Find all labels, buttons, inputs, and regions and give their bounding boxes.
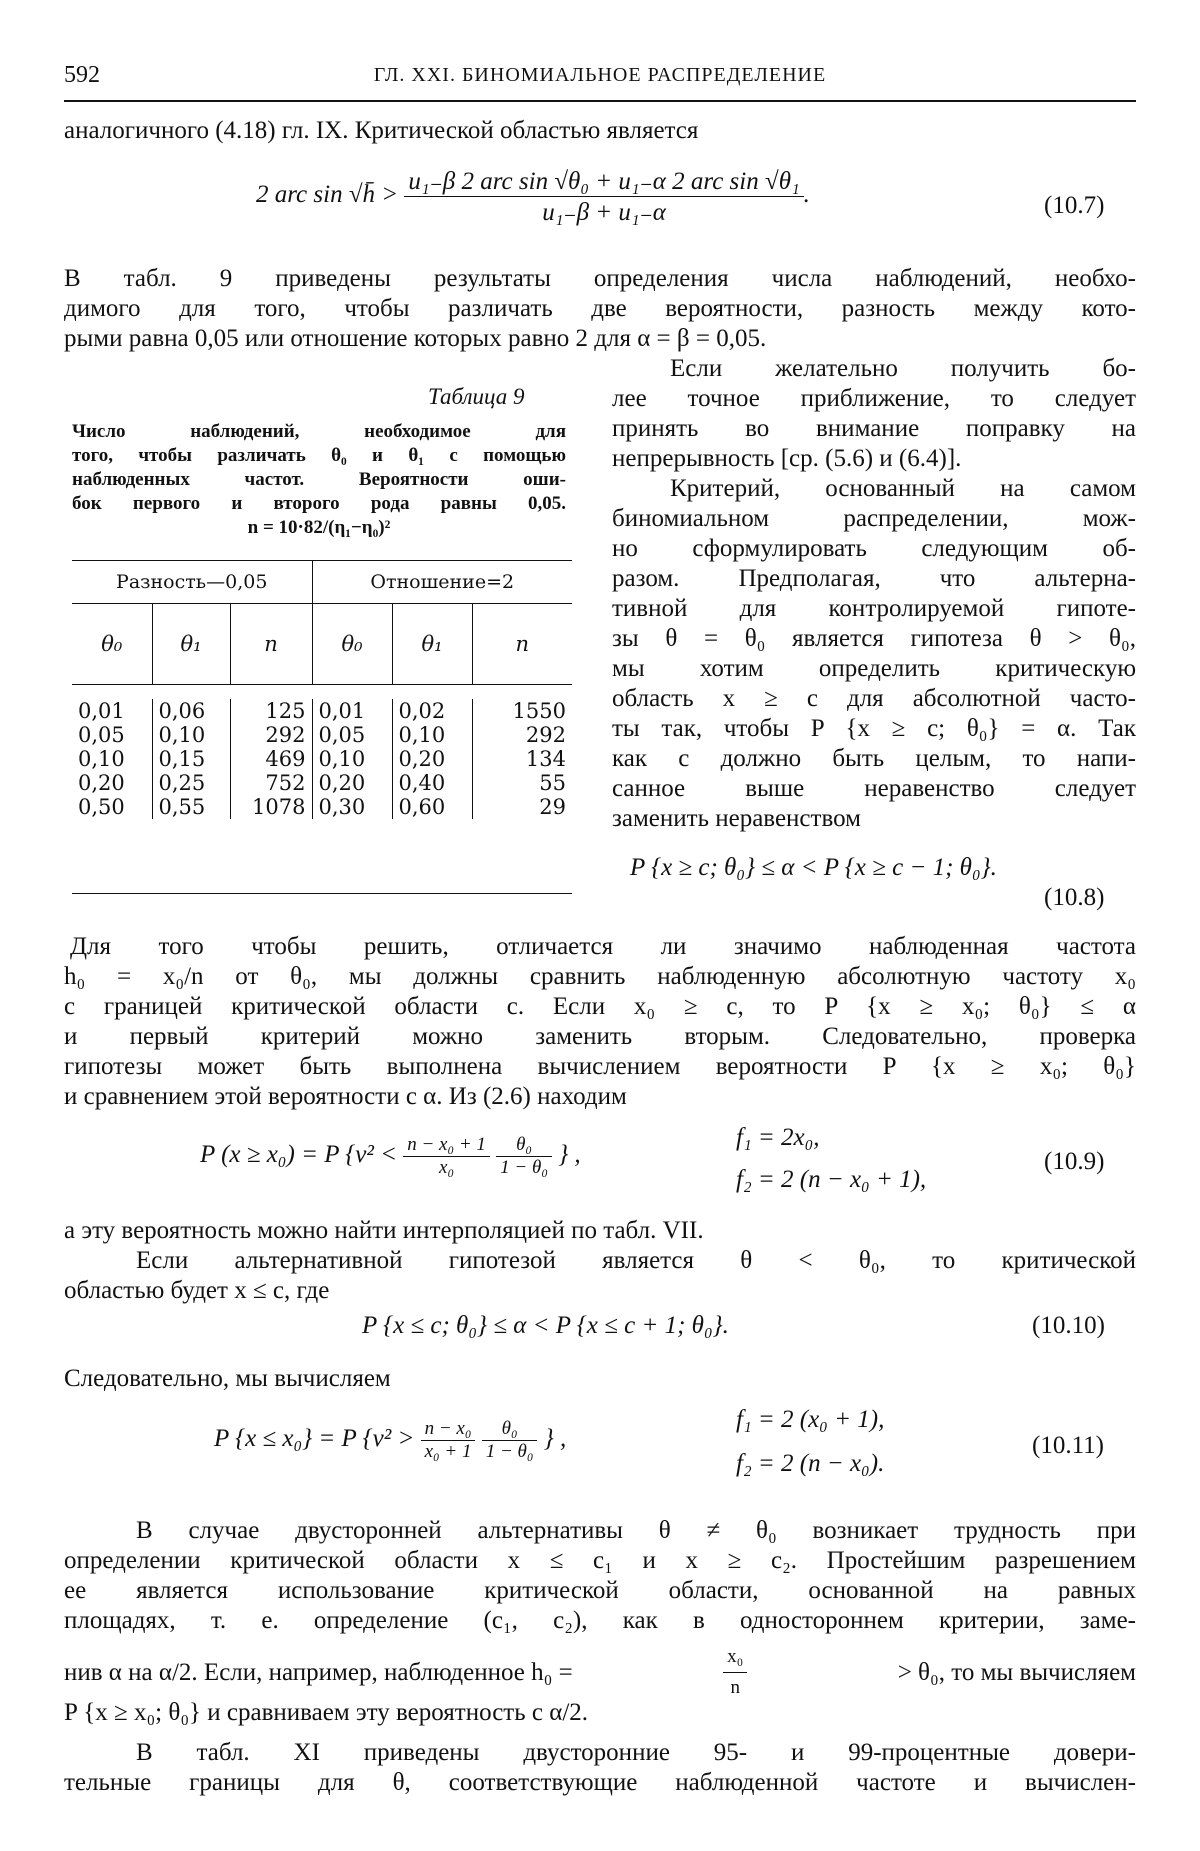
caption-line: того, чтобы различать θ₀ и θ₁ с помощью xyxy=(72,445,566,466)
text-line: ее является использование критической области, основанной на равных xyxy=(64,1577,1136,1604)
fraction-denominator: n xyxy=(730,1677,740,1698)
text-line: и сравнением этой вероятности с α. Из (2.6) находим xyxy=(64,1083,627,1110)
fraction-numerator: θ₀ xyxy=(482,1418,538,1441)
column-header: θ₁ xyxy=(152,604,230,685)
table-cell: 0,10 xyxy=(392,723,472,747)
fraction-numerator: n − x₀ xyxy=(421,1418,476,1441)
table-cell: 0,30 xyxy=(312,795,392,819)
table-cell: 1078 xyxy=(230,795,312,819)
table-cell: 0,10 xyxy=(78,747,125,771)
caption-line: Число наблюдений, необходимое для xyxy=(72,421,566,442)
text-line: гипотезы может быть выполнена вычислением вероятности P {x ≥ x₀; θ₀} xyxy=(64,1053,1136,1080)
table-cell: 0,40 xyxy=(392,771,472,795)
eq-10-11-lhs: P {x ≤ x₀} = P {v² > xyxy=(214,1425,415,1453)
paragraph-two-sided-end: P {x ≥ x₀; θ₀} и сравниваем эту вероятность с α/2. xyxy=(64,1699,589,1726)
table-row xyxy=(72,747,572,771)
table-label: Таблица 9 xyxy=(428,384,525,409)
table-cell: 469 xyxy=(230,747,312,771)
table-cell: 29 xyxy=(472,795,572,819)
intro-line: аналогичного (4.18) гл. IX. Критической областью является xyxy=(64,117,699,144)
eq-10-11-close: } , xyxy=(543,1425,567,1453)
text-line: но сформулировать следующим об- xyxy=(612,535,1136,562)
paragraph-compute: Следовательно, мы вычисляем xyxy=(64,1365,391,1392)
text-line: рыми равна 0,05 или отношение которых равно 2 для α = β = 0,05. xyxy=(64,325,767,352)
eq-10-9-close: } , xyxy=(558,1141,581,1169)
text-line: h₀ = x₀/n от θ₀, мы должны сравнить наблюденную абсолютную частоту x₀ xyxy=(64,963,1136,990)
eq-10-9-fraction-1 xyxy=(403,1134,490,1179)
caption-formula: n = 10·82/(η₁−η₀)² xyxy=(247,517,391,538)
column-header: n xyxy=(230,604,312,685)
text-line: Для того чтобы решить, отличается ли значимо наблюденная частота xyxy=(70,933,1136,960)
table-cell: 125 xyxy=(230,699,312,723)
eq-10-7-fraction xyxy=(404,166,803,227)
text-line: В табл. 9 приведены результаты определения числа наблюдений, необхо- xyxy=(64,265,1136,292)
text-fragment: нив α на α/2. Если, например, наблюденное h₀ = xyxy=(64,1658,573,1686)
text-line: как c должно быть целым, то напи- xyxy=(612,745,1136,772)
text-line: димого для того, чтобы различать две вероятности, разность между кото- xyxy=(64,295,1136,322)
fraction-denominator: x₀ xyxy=(439,1157,455,1178)
text-line: В случае двусторонней альтернативы θ ≠ θ₀ возникает трудность при xyxy=(136,1517,1136,1544)
table-cell: 0,15 xyxy=(152,747,230,771)
table-cell: 0,05 xyxy=(312,723,392,747)
table-9 xyxy=(72,560,572,894)
table-caption xyxy=(72,420,566,540)
eq-10-7-lhs: 2 arc sin √h̄ > xyxy=(256,181,399,209)
equation-10-9 xyxy=(200,1134,581,1179)
table-row xyxy=(72,723,572,747)
column-header: n xyxy=(472,604,572,685)
table-cell: 0,60 xyxy=(392,795,472,819)
text-line: лее точное приближение, то следует xyxy=(612,385,1136,412)
equation-10-10: P {x ≤ c; θ₀} ≤ α < P {x ≤ c + 1; θ₀}. xyxy=(362,1312,729,1339)
fraction-numerator: θ₀ xyxy=(496,1134,552,1157)
right-column-text xyxy=(612,354,1136,834)
text-line: Критерий, основанный на самом xyxy=(670,475,1136,502)
caption-line: наблюденных частот. Вероятности оши- xyxy=(72,469,566,490)
paragraph-last xyxy=(64,1738,1136,1798)
eq-10-11-fraction-2 xyxy=(482,1418,538,1463)
eq-10-11-fraction-1 xyxy=(421,1418,476,1463)
text-line: областью будет x ≤ c, где xyxy=(64,1277,330,1304)
table-cell: 0,10 xyxy=(312,747,392,771)
table-cell: 1550 xyxy=(472,699,572,723)
equation-10-7: 2 arc sin √h̄ > $\frac{\text{u₁₋β 2 arc sin √θ₀ + u₁₋α 2 arc sin √θ₁}}{\text{u₁₋β + u₁₋α}}$ . xyxy=(256,168,810,226)
page-number: 592 xyxy=(64,62,100,88)
text-fragment: > θ₀, то мы вычисляем xyxy=(897,1658,1136,1686)
equation-number-10-10: (10.10) xyxy=(1032,1312,1105,1339)
text-line-with-fraction xyxy=(64,1642,1136,1703)
text-line: область x ≥ c для абсолютной часто- xyxy=(612,685,1136,712)
text-line: площадях, т. е. определение (c₁, c₂), как в одностороннем критерии, заме- xyxy=(64,1607,1136,1634)
fraction-denominator: 1 − θ₀ xyxy=(485,1441,534,1462)
text-line: с границей критической области c. Если x₀ ≥ c, то P {x ≥ x₀; θ₀} ≤ α xyxy=(64,993,1136,1020)
text-line: зы θ = θ₀ является гипотеза θ > θ₀, xyxy=(612,625,1136,652)
fraction-numerator: x₀ xyxy=(723,1642,747,1673)
table-cell: 0,10 xyxy=(152,723,230,747)
table-cell: 0,20 xyxy=(392,747,472,771)
table-cell: 0,05 xyxy=(78,723,125,747)
fraction-denominator: x₀ + 1 xyxy=(424,1441,472,1462)
text-line: разом. Предполагая, что альтерна- xyxy=(612,565,1136,592)
text-line: биномиальном распределении, мож- xyxy=(612,505,1136,532)
fraction-denominator: 1 − θ₀ xyxy=(500,1157,548,1178)
eq-10-9-df2: f₂ = 2 (n − x₀ + 1), xyxy=(736,1166,927,1193)
table-cell: 134 xyxy=(472,747,572,771)
eq-10-11-df1: f₁ = 2 (x₀ + 1), xyxy=(736,1406,885,1433)
paragraph-test xyxy=(64,932,1136,1112)
text-line: непрерывность [ср. (5.6) и (6.4)]. xyxy=(612,445,962,472)
equation-number-10-8: (10.8) xyxy=(1044,884,1105,911)
text-line: В табл. XI приведены двусторонние 95- и 99-процентные довери- xyxy=(136,1739,1136,1766)
inline-fraction xyxy=(723,1642,747,1703)
text-line: принять во внимание поправку на xyxy=(612,415,1136,442)
text-line: санное выше неравенство следует xyxy=(612,775,1136,802)
equation-number-10-7: (10.7) xyxy=(1044,192,1105,219)
table-cell: 0,01 xyxy=(78,699,125,723)
text-line: заменить неравенством xyxy=(612,805,861,832)
table-row xyxy=(72,795,572,819)
table-cell: 0,25 xyxy=(152,771,230,795)
text-line: Если альтернативной гипотезой является θ < θ₀, то критической xyxy=(136,1247,1136,1274)
table-row xyxy=(72,699,572,723)
paragraph-interp: а эту вероятность можно найти интерполяцией по табл. VII. xyxy=(64,1217,704,1244)
paragraph-alternative xyxy=(64,1246,1136,1306)
paragraph-two-sided xyxy=(64,1516,1136,1636)
eq-10-9-fraction-2 xyxy=(496,1134,552,1179)
group-header-difference: Разность—0,05 xyxy=(72,561,312,604)
table-cell: 752 xyxy=(230,771,312,795)
table-cell: 0,50 xyxy=(78,795,125,819)
table-cell: 292 xyxy=(472,723,572,747)
eq-10-9-lhs: P (x ≥ x₀) = P {v² < xyxy=(200,1141,397,1169)
text-line: тельные границы для θ, соответствующие наблюденной частоте и вычислен- xyxy=(64,1769,1136,1796)
text-line: и первый критерий можно заменить вторым. Следовательно, проверка xyxy=(64,1023,1136,1050)
eq-10-9-df1: f₁ = 2x₀, xyxy=(736,1124,820,1151)
table-cell: 55 xyxy=(472,771,572,795)
equation-10-11 xyxy=(214,1418,566,1463)
text-line: тивной для контролируемой гипоте- xyxy=(612,595,1136,622)
running-title: ГЛ. XXI. БИНОМИАЛЬНОЕ РАСПРЕДЕЛЕНИЕ xyxy=(373,64,827,86)
text-line: мы хотим определить критическую xyxy=(612,655,1136,682)
eq-10-7-denominator: u₁₋β + u₁₋α xyxy=(542,199,666,226)
equation-number-10-11: (10.11) xyxy=(1032,1432,1104,1459)
running-head xyxy=(64,58,1136,102)
table-cell: 0,20 xyxy=(78,771,125,795)
table-cell: 0,20 xyxy=(312,771,392,795)
table-row xyxy=(72,771,572,795)
equation-number-10-9: (10.9) xyxy=(1044,1148,1105,1175)
eq-10-7-numerator: u₁₋β 2 arc sin √θ₀ + u₁₋α 2 arc sin √θ₁ xyxy=(404,166,803,197)
table-cell: 0,01 xyxy=(312,699,392,723)
fraction-numerator: n − x₀ + 1 xyxy=(403,1134,490,1157)
table-cell: 0,02 xyxy=(392,699,472,723)
group-header-ratio: Отношение=2 xyxy=(312,561,572,604)
column-header: θ₀ xyxy=(101,632,123,656)
column-header: θ₁ xyxy=(392,604,472,685)
text-line: определении критической области x ≤ c₁ и x ≥ c₂. Простейшим разрешением xyxy=(64,1547,1136,1574)
table-cell: 0,55 xyxy=(152,795,230,819)
table-cell: 292 xyxy=(230,723,312,747)
paragraph-table-ref xyxy=(64,264,1136,354)
text-line: ты так, чтобы P {x ≥ c; θ₀} = α. Так xyxy=(612,715,1136,742)
table-cell: 0,06 xyxy=(152,699,230,723)
equation-10-8: P {x ≥ c; θ₀} ≤ α < P {x ≥ c − 1; θ₀}. xyxy=(630,854,997,881)
column-header: θ₀ xyxy=(312,604,392,685)
eq-10-11-df2: f₂ = 2 (n − x₀). xyxy=(736,1450,885,1477)
text-line: Если желательно получить бо- xyxy=(670,355,1136,382)
caption-line: бок первого и второго рода равны 0,05. xyxy=(72,493,566,514)
